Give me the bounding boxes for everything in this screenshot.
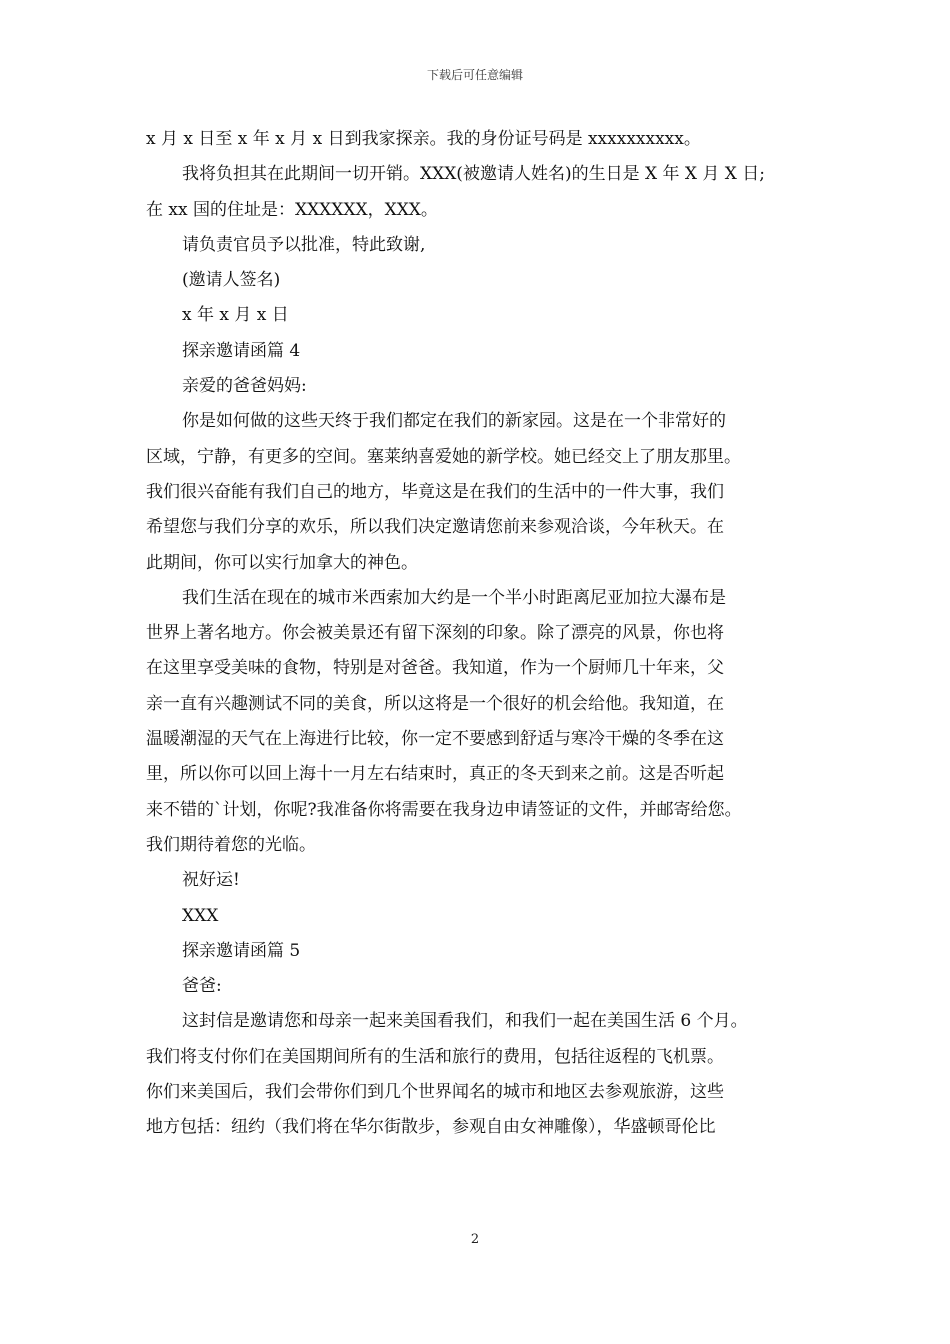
- text-line: 此期间，你可以实行加拿大的神色。: [146, 552, 418, 573]
- text-line: 在这里享受美味的食物，特别是对爸爸。我知道，作为一个厨师几十年来，父: [146, 658, 724, 679]
- text-line: 我将负担其在此期间一切开销。XXX(被邀请人姓名)的生日是 X 年 X 月 X 日;: [182, 164, 766, 185]
- section-title: 探亲邀请函篇 5: [182, 940, 301, 961]
- text-line: 里，所以你可以回上海十一月左右结束时，真正的冬天到来之前。这是否听起: [146, 764, 724, 785]
- page-header: 下载后可任意编辑: [426, 68, 523, 82]
- text-line: 来不错的`计划，你呢?我准备你将需要在我身边申请签证的文件，并邮寄给您。: [146, 799, 742, 820]
- closing: 祝好运!: [182, 870, 240, 891]
- date-line: x 年 x 月 x 日: [182, 305, 289, 326]
- text-line: 我们生活在现在的城市米西索加大约是一个半小时距离尼亚加拉大瀑布是: [182, 587, 726, 608]
- text-line: 这封信是邀请您和母亲一起来美国看我们，和我们一起在美国生活 6 个月。: [182, 1011, 748, 1032]
- text-line: 区域，宁静，有更多的空间。塞莱纳喜爱她的新学校。她已经交上了朋友那里。: [146, 446, 741, 467]
- signature-placeholder: (邀请人签名): [182, 270, 281, 291]
- salutation: 爸爸:: [182, 976, 222, 997]
- text-line: 我们很兴奋能有我们自己的地方，毕竟这是在我们的生活中的一件大事，我们: [146, 481, 724, 502]
- text-line: 我们期待着您的光临。: [146, 834, 316, 855]
- page-number: 2: [470, 1232, 480, 1247]
- text-line: 地方包括：纽约（我们将在华尔街散步，参观自由女神雕像），华盛顿哥伦比: [146, 1117, 716, 1138]
- text-line: 希望您与我们分享的欢乐，所以我们决定邀请您前来参观洽谈，今年秋天。在: [146, 517, 724, 538]
- text-line: 你是如何做的这些天终于我们都定在我们的新家园。这是在一个非常好的: [182, 411, 726, 432]
- text-line: 请负责官员予以批准，特此致谢,: [182, 234, 426, 255]
- text-line: 亲一直有兴趣测试不同的美食，所以这将是一个很好的机会给他。我知道，在: [146, 693, 724, 714]
- document-body: [146, 122, 814, 1146]
- text-line: 我们将支付你们在美国期间所有的生活和旅行的费用，包括往返程的飞机票。: [146, 1046, 724, 1067]
- text-line: 在 xx 国的住址是：XXXXXX，XXX。: [146, 199, 438, 220]
- text-line: 你们来美国后，我们会带你们到几个世界闻名的城市和地区去参观旅游，这些: [146, 1082, 724, 1103]
- text-line: 温暖潮湿的天气在上海进行比较，你一定不要感到舒适与寒冷干燥的冬季在这: [146, 729, 724, 750]
- text-line: x 月 x 日至 x 年 x 月 x 日到我家探亲。我的身份证号码是 xxxxxxxxxx。: [146, 129, 701, 149]
- salutation: 亲爱的爸爸妈妈:: [182, 376, 307, 397]
- signature: XXX: [182, 905, 219, 926]
- text-line: 世界上著名地方。你会被美景还有留下深刻的印象。除了漂亮的风景，你也将: [146, 623, 724, 644]
- section-title: 探亲邀请函篇 4: [182, 340, 301, 361]
